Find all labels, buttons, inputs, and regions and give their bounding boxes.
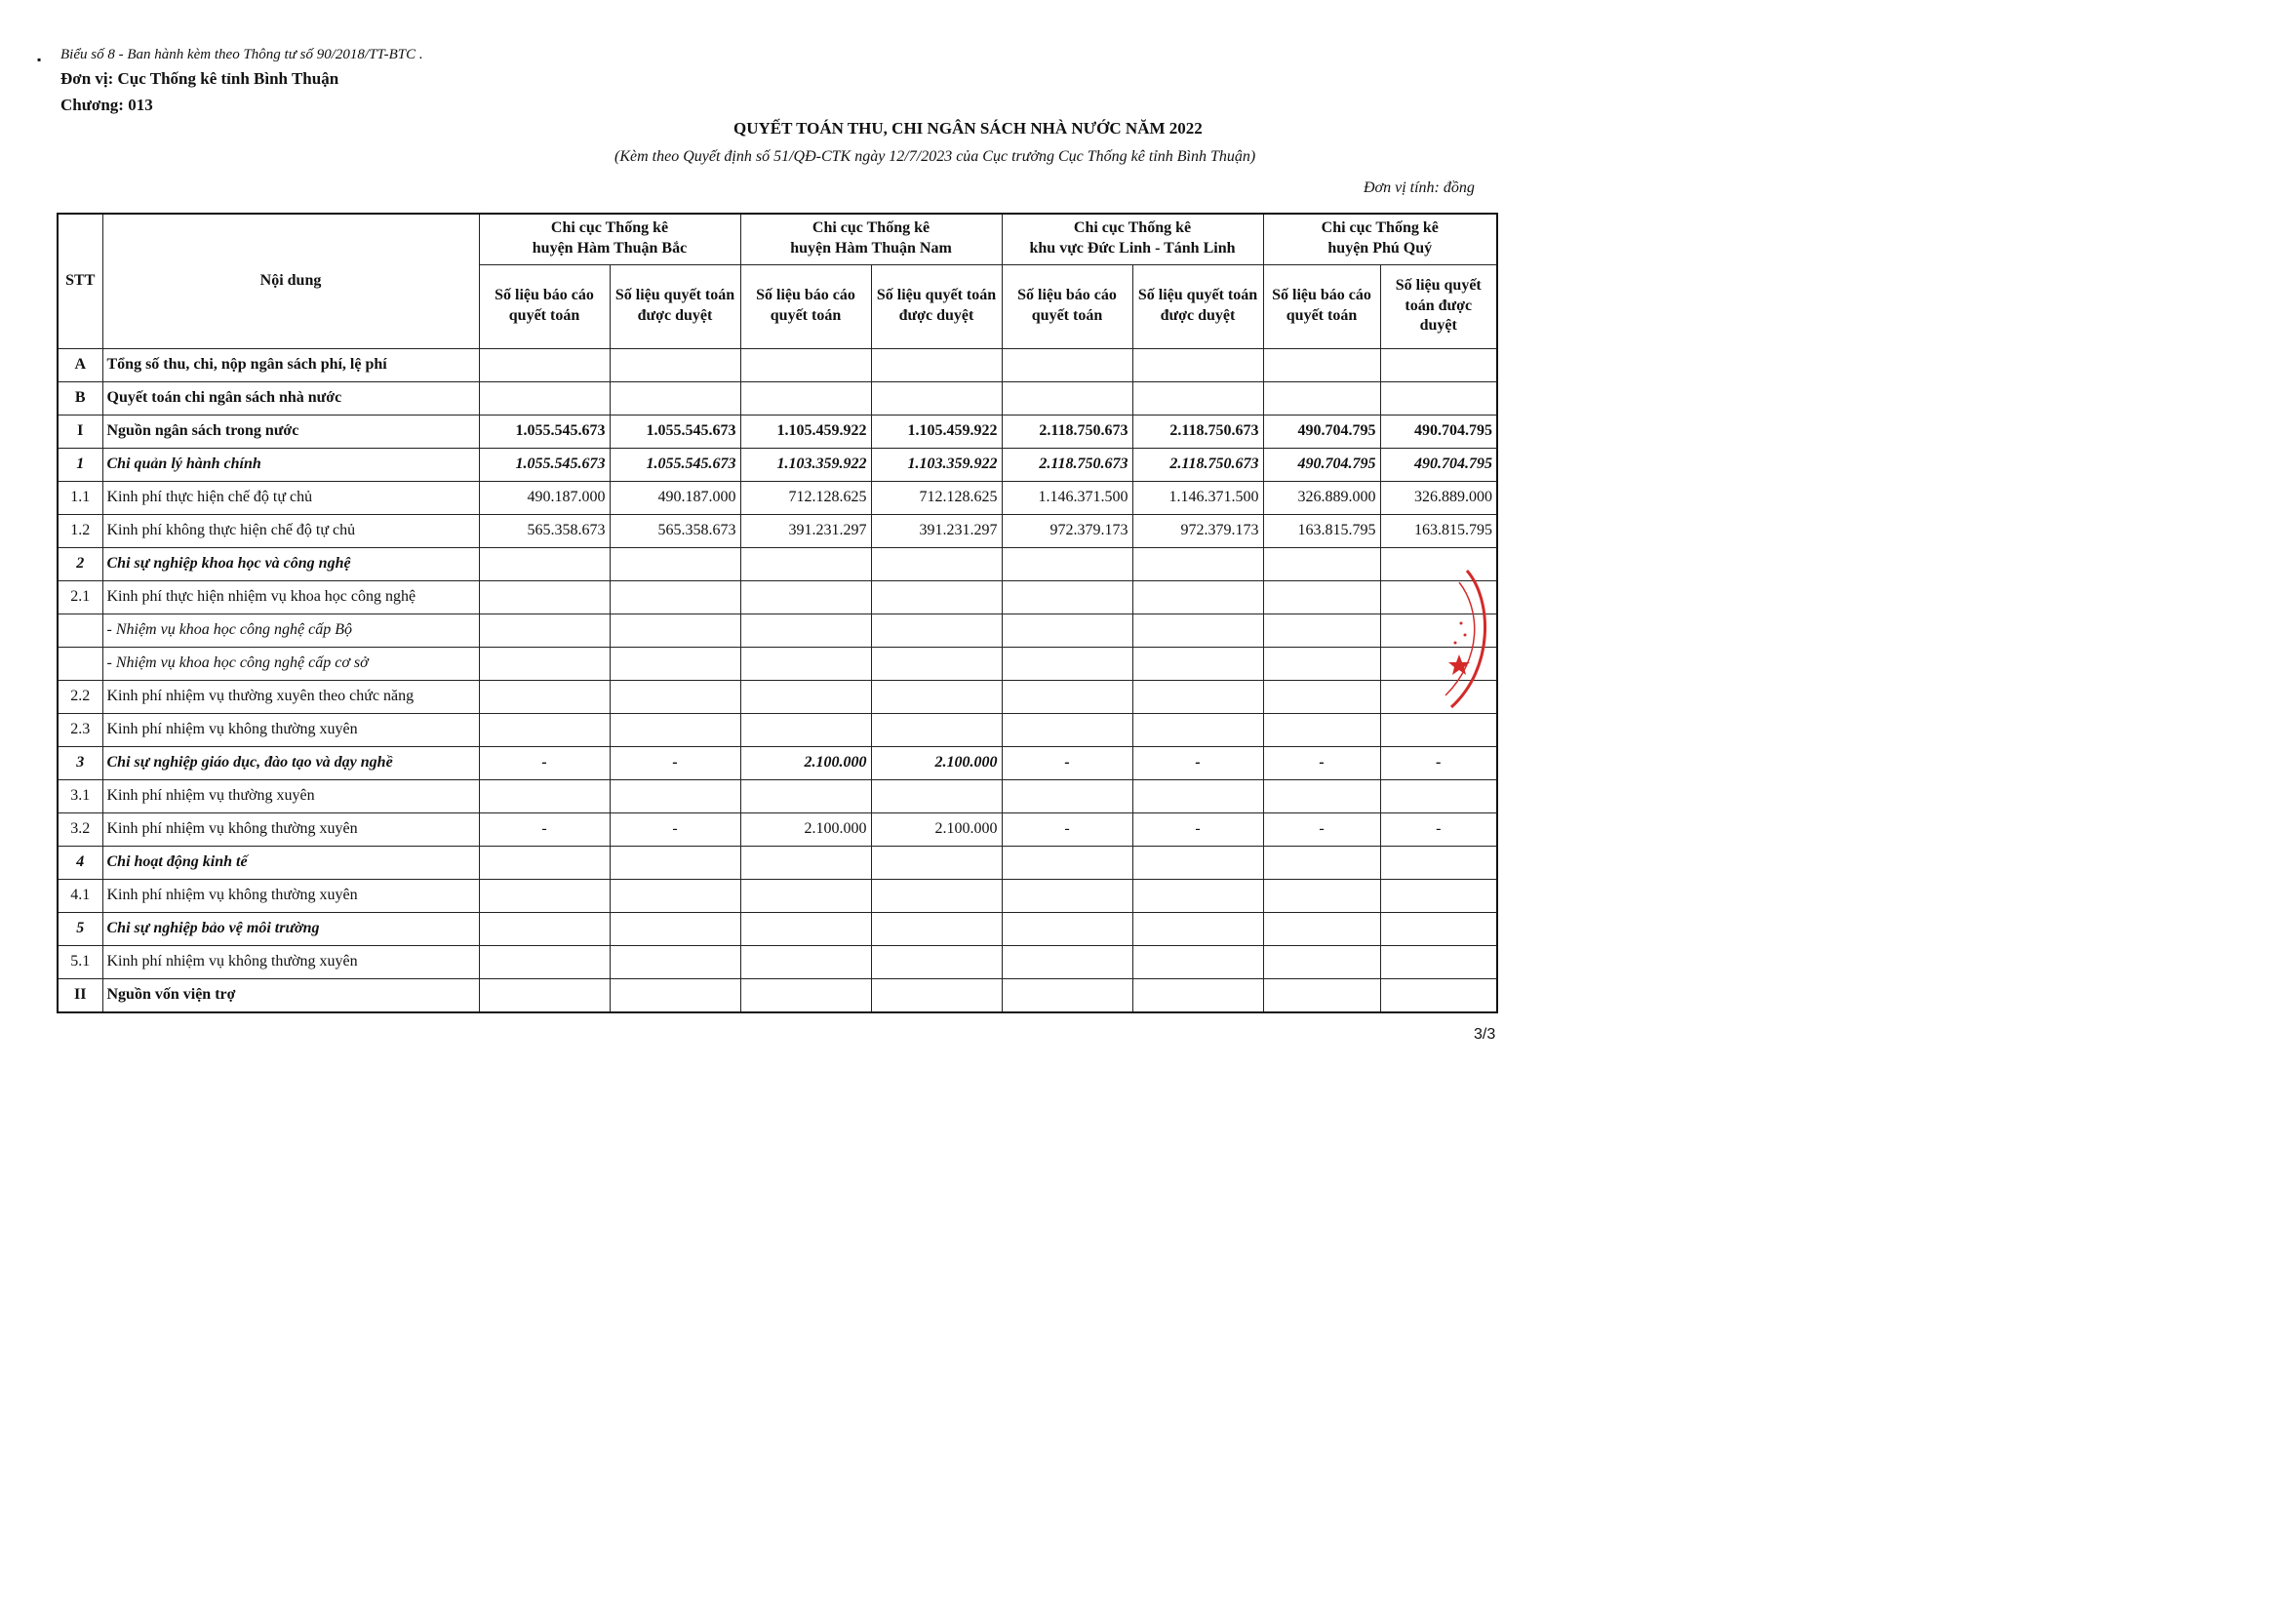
value-cell xyxy=(1263,945,1380,978)
value-cell xyxy=(1380,348,1497,381)
value-cell xyxy=(610,381,740,415)
value-cell: 326.889.000 xyxy=(1263,481,1380,514)
value-cell: 326.889.000 xyxy=(1380,481,1497,514)
value-cell xyxy=(1002,381,1132,415)
value-cell xyxy=(1380,779,1497,812)
subheader: Số liệu quyết toán được duyệt xyxy=(1380,264,1497,348)
value-cell xyxy=(1132,846,1263,879)
value-cell xyxy=(1263,381,1380,415)
value-cell xyxy=(1380,978,1497,1012)
value-cell xyxy=(1380,381,1497,415)
value-cell xyxy=(740,713,871,746)
value-cell: 163.815.795 xyxy=(1380,514,1497,547)
value-cell xyxy=(479,614,610,647)
document-subtitle: (Kèm theo Quyết định số 51/QĐ-CTK ngày 12/7/2023 của Cục trưởng Cục Thống kê tỉnh Bình Thuận) xyxy=(614,148,1256,165)
budget-table xyxy=(57,213,1498,1013)
table-row xyxy=(58,779,1497,812)
value-cell: 712.128.625 xyxy=(871,481,1002,514)
value-cell xyxy=(1002,978,1132,1012)
stt-cell: II xyxy=(58,978,102,1012)
value-cell: 1.055.545.673 xyxy=(610,415,740,448)
value-cell xyxy=(740,945,871,978)
value-cell xyxy=(479,713,610,746)
value-cell xyxy=(1132,945,1263,978)
content-cell: Chi sự nghiệp bảo vệ môi trường xyxy=(102,912,479,945)
value-cell xyxy=(871,779,1002,812)
value-cell: 1.105.459.922 xyxy=(871,415,1002,448)
table-row xyxy=(58,580,1497,614)
value-cell xyxy=(479,779,610,812)
content-cell: Kinh phí nhiệm vụ thường xuyên theo chức năng xyxy=(102,680,479,713)
value-cell: 565.358.673 xyxy=(479,514,610,547)
value-cell: - xyxy=(1132,746,1263,779)
value-cell: 972.379.173 xyxy=(1002,514,1132,547)
subheader: Số liệu quyết toán được duyệt xyxy=(1132,264,1263,348)
subheader: Số liệu báo cáo quyết toán xyxy=(740,264,871,348)
value-cell xyxy=(479,879,610,912)
value-cell: 1.055.545.673 xyxy=(610,448,740,481)
content-cell: Chi sự nghiệp giáo dục, đào tạo và dạy nghề xyxy=(102,746,479,779)
content-cell: - Nhiệm vụ khoa học công nghệ cấp Bộ xyxy=(102,614,479,647)
stt-header: STT xyxy=(58,214,102,348)
value-cell: 2.100.000 xyxy=(740,746,871,779)
value-cell xyxy=(1002,647,1132,680)
value-cell xyxy=(1002,945,1132,978)
value-cell xyxy=(1132,680,1263,713)
value-cell xyxy=(610,912,740,945)
value-cell xyxy=(479,647,610,680)
table-row xyxy=(58,514,1497,547)
stt-cell: 2.2 xyxy=(58,680,102,713)
value-cell: 1.103.359.922 xyxy=(871,448,1002,481)
value-cell xyxy=(610,846,740,879)
value-cell xyxy=(610,348,740,381)
value-cell xyxy=(479,945,610,978)
value-cell: 1.055.545.673 xyxy=(479,448,610,481)
chapter-line: Chương: 013 xyxy=(60,96,153,114)
value-cell xyxy=(740,614,871,647)
value-cell xyxy=(1263,614,1380,647)
value-cell xyxy=(871,879,1002,912)
value-cell: 1.103.359.922 xyxy=(740,448,871,481)
value-cell xyxy=(610,978,740,1012)
value-cell: 490.704.795 xyxy=(1263,448,1380,481)
value-cell: 565.358.673 xyxy=(610,514,740,547)
value-cell: 490.704.795 xyxy=(1263,415,1380,448)
subheader: Số liệu quyết toán được duyệt xyxy=(871,264,1002,348)
value-cell xyxy=(479,381,610,415)
table-row xyxy=(58,348,1497,381)
form-note: Biểu số 8 - Ban hành kèm theo Thông tư số 90/2018/TT-BTC . xyxy=(60,47,423,62)
value-cell xyxy=(610,580,740,614)
table-row xyxy=(58,912,1497,945)
value-cell xyxy=(1380,879,1497,912)
value-cell: 712.128.625 xyxy=(740,481,871,514)
value-cell: - xyxy=(479,812,610,846)
value-cell xyxy=(610,647,740,680)
table-row xyxy=(58,481,1497,514)
value-cell xyxy=(610,680,740,713)
value-cell xyxy=(1263,879,1380,912)
value-cell xyxy=(740,912,871,945)
document-title: QUYẾT TOÁN THU, CHI NGÂN SÁCH NHÀ NƯỚC NĂM 2022 xyxy=(733,119,1203,138)
value-cell: 490.187.000 xyxy=(479,481,610,514)
value-cell: 490.704.795 xyxy=(1380,415,1497,448)
stt-cell: I xyxy=(58,415,102,448)
value-cell xyxy=(610,779,740,812)
value-cell xyxy=(740,846,871,879)
stt-cell xyxy=(58,614,102,647)
table-row xyxy=(58,547,1497,580)
table-row xyxy=(58,448,1497,481)
value-cell xyxy=(1132,912,1263,945)
value-cell xyxy=(1380,713,1497,746)
stt-cell: 4.1 xyxy=(58,879,102,912)
value-cell: 2.100.000 xyxy=(740,812,871,846)
value-cell: 490.187.000 xyxy=(610,481,740,514)
stt-cell: 3.1 xyxy=(58,779,102,812)
value-cell xyxy=(479,348,610,381)
value-cell xyxy=(479,680,610,713)
stt-cell: 1 xyxy=(58,448,102,481)
value-cell: - xyxy=(1002,746,1132,779)
value-cell xyxy=(871,846,1002,879)
value-cell xyxy=(1002,580,1132,614)
value-cell xyxy=(740,879,871,912)
value-cell: - xyxy=(1380,812,1497,846)
stt-cell: 3.2 xyxy=(58,812,102,846)
value-cell xyxy=(610,614,740,647)
content-cell: Chi quản lý hành chính xyxy=(102,448,479,481)
content-cell: Kinh phí nhiệm vụ không thường xuyên xyxy=(102,812,479,846)
value-cell xyxy=(740,680,871,713)
table-row xyxy=(58,879,1497,912)
value-cell xyxy=(1002,912,1132,945)
value-cell xyxy=(871,614,1002,647)
value-cell xyxy=(1002,614,1132,647)
stt-cell: 2.1 xyxy=(58,580,102,614)
subheader: Số liệu báo cáo quyết toán xyxy=(1263,264,1380,348)
value-cell: - xyxy=(610,812,740,846)
value-cell: - xyxy=(479,746,610,779)
value-cell xyxy=(1132,348,1263,381)
table-row xyxy=(58,978,1497,1012)
value-cell xyxy=(1263,680,1380,713)
value-cell xyxy=(871,978,1002,1012)
content-cell: Nguồn vốn viện trợ xyxy=(102,978,479,1012)
value-cell xyxy=(479,912,610,945)
table-row xyxy=(58,746,1497,779)
value-cell xyxy=(740,647,871,680)
currency-unit: Đơn vị tính: đồng xyxy=(1364,179,1475,196)
content-header: Nội dung xyxy=(102,214,479,348)
group-header: Chi cục Thống kê khu vực Đức Linh - Tánh Linh xyxy=(1002,214,1263,264)
table-row xyxy=(58,713,1497,746)
value-cell xyxy=(871,580,1002,614)
value-cell: 2.100.000 xyxy=(871,812,1002,846)
value-cell: 2.118.750.673 xyxy=(1002,448,1132,481)
table-row xyxy=(58,415,1497,448)
value-cell: 2.100.000 xyxy=(871,746,1002,779)
content-cell: Kinh phí thực hiện chế độ tự chủ xyxy=(102,481,479,514)
table-body xyxy=(58,348,1497,1012)
value-cell xyxy=(1132,713,1263,746)
value-cell xyxy=(871,547,1002,580)
value-cell xyxy=(740,779,871,812)
value-cell xyxy=(479,547,610,580)
table-row xyxy=(58,614,1497,647)
value-cell: - xyxy=(1263,812,1380,846)
value-cell: 391.231.297 xyxy=(740,514,871,547)
value-cell xyxy=(871,945,1002,978)
value-cell xyxy=(871,647,1002,680)
value-cell xyxy=(610,713,740,746)
value-cell xyxy=(1380,945,1497,978)
value-cell xyxy=(1132,879,1263,912)
content-cell: Chi sự nghiệp khoa học và công nghệ xyxy=(102,547,479,580)
value-cell xyxy=(871,680,1002,713)
value-cell xyxy=(1263,779,1380,812)
value-cell xyxy=(1263,580,1380,614)
value-cell: 972.379.173 xyxy=(1132,514,1263,547)
value-cell xyxy=(1263,647,1380,680)
table-row xyxy=(58,846,1497,879)
value-cell xyxy=(610,879,740,912)
stt-cell: 2.3 xyxy=(58,713,102,746)
value-cell: - xyxy=(1380,746,1497,779)
value-cell: - xyxy=(610,746,740,779)
value-cell xyxy=(479,978,610,1012)
value-cell xyxy=(1263,846,1380,879)
content-cell: Kinh phí thực hiện nhiệm vụ khoa học công nghệ xyxy=(102,580,479,614)
value-cell: 2.118.750.673 xyxy=(1002,415,1132,448)
value-cell: 2.118.750.673 xyxy=(1132,448,1263,481)
unit-line: Đơn vị: Cục Thống kê tỉnh Bình Thuận xyxy=(60,69,339,88)
subheader: Số liệu báo cáo quyết toán xyxy=(1002,264,1132,348)
stt-cell: 5.1 xyxy=(58,945,102,978)
value-cell xyxy=(610,547,740,580)
stt-cell: 1.1 xyxy=(58,481,102,514)
stt-cell: A xyxy=(58,348,102,381)
content-cell: Quyết toán chi ngân sách nhà nước xyxy=(102,381,479,415)
value-cell xyxy=(740,381,871,415)
table-row xyxy=(58,680,1497,713)
value-cell xyxy=(1002,547,1132,580)
subheader: Số liệu báo cáo quyết toán xyxy=(479,264,610,348)
stt-cell: 3 xyxy=(58,746,102,779)
value-cell xyxy=(1132,978,1263,1012)
value-cell: 391.231.297 xyxy=(871,514,1002,547)
value-cell: 1.055.545.673 xyxy=(479,415,610,448)
content-cell: Nguồn ngân sách trong nước xyxy=(102,415,479,448)
group-header: Chi cục Thống kê huyện Hàm Thuận Nam xyxy=(740,214,1002,264)
table-row xyxy=(58,647,1497,680)
value-cell xyxy=(1380,912,1497,945)
value-cell xyxy=(1002,846,1132,879)
content-cell: Chi hoạt động kinh tế xyxy=(102,846,479,879)
content-cell: Kinh phí nhiệm vụ thường xuyên xyxy=(102,779,479,812)
value-cell: 163.815.795 xyxy=(1263,514,1380,547)
value-cell xyxy=(1132,779,1263,812)
value-cell xyxy=(610,945,740,978)
value-cell xyxy=(740,978,871,1012)
value-cell xyxy=(871,381,1002,415)
value-cell xyxy=(1263,348,1380,381)
value-cell xyxy=(1132,614,1263,647)
value-cell xyxy=(1263,978,1380,1012)
content-cell: Kinh phí nhiệm vụ không thường xuyên xyxy=(102,945,479,978)
value-cell xyxy=(740,580,871,614)
content-cell: Kinh phí nhiệm vụ không thường xuyên xyxy=(102,879,479,912)
value-cell xyxy=(1263,713,1380,746)
value-cell xyxy=(1380,846,1497,879)
value-cell: 490.704.795 xyxy=(1380,448,1497,481)
content-cell: Kinh phí không thực hiện chế độ tự chủ xyxy=(102,514,479,547)
stt-cell: B xyxy=(58,381,102,415)
value-cell xyxy=(1002,348,1132,381)
page-number: 3/3 xyxy=(1474,1026,1496,1043)
group-header: Chi cục Thống kê huyện Hàm Thuận Bắc xyxy=(479,214,740,264)
red-seal-icon xyxy=(1432,561,1496,713)
value-cell xyxy=(740,547,871,580)
content-cell: Kinh phí nhiệm vụ không thường xuyên xyxy=(102,713,479,746)
stt-cell xyxy=(58,647,102,680)
value-cell xyxy=(479,580,610,614)
stt-cell: 5 xyxy=(58,912,102,945)
bullet-mark: ▪ xyxy=(37,53,42,66)
group-header: Chi cục Thống kê huyện Phú Quý xyxy=(1263,214,1497,264)
value-cell xyxy=(871,348,1002,381)
value-cell xyxy=(1132,381,1263,415)
content-cell: - Nhiệm vụ khoa học công nghệ cấp cơ sở xyxy=(102,647,479,680)
table-row xyxy=(58,812,1497,846)
value-cell xyxy=(871,912,1002,945)
value-cell xyxy=(1002,713,1132,746)
value-cell xyxy=(1132,547,1263,580)
value-cell xyxy=(740,348,871,381)
value-cell xyxy=(1132,647,1263,680)
value-cell xyxy=(479,846,610,879)
subheader: Số liệu quyết toán được duyệt xyxy=(610,264,740,348)
table-row xyxy=(58,381,1497,415)
value-cell: - xyxy=(1002,812,1132,846)
value-cell: 1.105.459.922 xyxy=(740,415,871,448)
value-cell xyxy=(1263,912,1380,945)
table-row xyxy=(58,945,1497,978)
value-cell xyxy=(1263,547,1380,580)
value-cell xyxy=(1132,580,1263,614)
value-cell xyxy=(1002,779,1132,812)
value-cell xyxy=(871,713,1002,746)
value-cell: 1.146.371.500 xyxy=(1132,481,1263,514)
stt-cell: 1.2 xyxy=(58,514,102,547)
value-cell xyxy=(1002,879,1132,912)
value-cell: - xyxy=(1263,746,1380,779)
value-cell: 1.146.371.500 xyxy=(1002,481,1132,514)
stt-cell: 4 xyxy=(58,846,102,879)
value-cell: 2.118.750.673 xyxy=(1132,415,1263,448)
content-cell: Tổng số thu, chi, nộp ngân sách phí, lệ phí xyxy=(102,348,479,381)
stt-cell: 2 xyxy=(58,547,102,580)
value-cell: - xyxy=(1132,812,1263,846)
value-cell xyxy=(1002,680,1132,713)
